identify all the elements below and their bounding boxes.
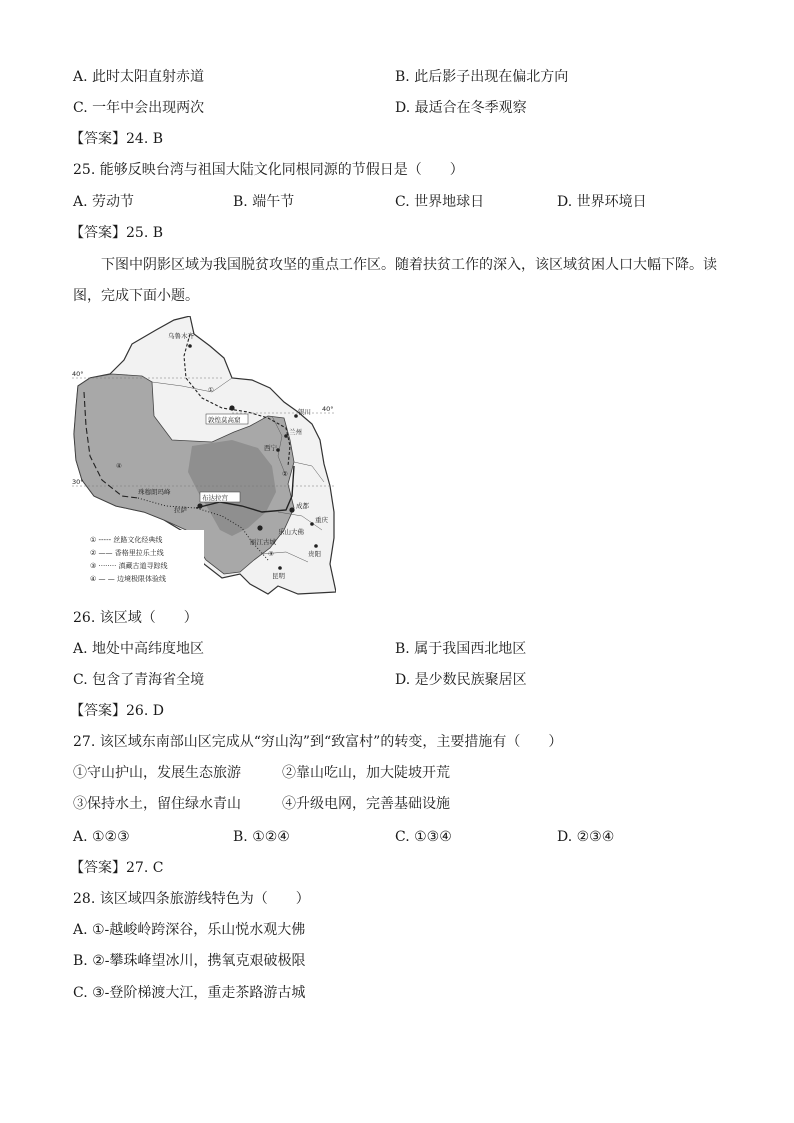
label-guiyang: 贵阳 — [308, 550, 321, 558]
q28-stem: 28. 该区域四条旅游线特色为（ ） — [73, 891, 310, 907]
passage-line-1: 下图中阴影区域为我国脱贫攻坚的重点工作区。随着扶贫工作的深入，该区域贫困人口大幅下降。读 — [101, 257, 717, 273]
q28-option-b: B. ②-攀珠峰望冰川，携氧克艰破极限 — [73, 953, 306, 969]
map-svg — [72, 316, 336, 596]
q27-option-a: A. ①②③ — [73, 829, 130, 845]
poverty-region-map — [72, 316, 336, 596]
label-lat-40-right: 40° — [322, 405, 334, 413]
q26-option-a: A. 地处中高纬度地区 — [73, 641, 205, 657]
city-dot-guiyang — [314, 544, 318, 548]
marker-4: ④ — [116, 462, 122, 470]
marker-2: ② — [282, 470, 288, 478]
q24-option-a: A. 此时太阳直射赤道 — [73, 69, 205, 85]
q27-option-b: B. ①②④ — [233, 829, 290, 845]
q26-option-b: B. 属于我国西北地区 — [395, 641, 527, 657]
city-dot-urumqi — [188, 344, 192, 348]
q27-option-d: D. ②③④ — [557, 829, 615, 845]
label-chongqing: 重庆 — [315, 516, 328, 524]
q24-answer: 【答案】24. B — [70, 131, 164, 147]
label-leshan: 乐山大佛 — [278, 528, 304, 536]
marker-1: ① — [208, 386, 214, 394]
q27-item-1: ①守山护山，发展生态旅游 — [73, 765, 241, 781]
city-dot-chengdu — [289, 507, 294, 512]
city-dot-lhasa — [197, 503, 202, 508]
label-lijiang: 丽江古城 — [250, 538, 276, 546]
passage-line-2: 图，完成下面小题。 — [73, 288, 199, 304]
label-lanzhou: 兰州 — [289, 428, 302, 436]
q24-option-c: C. 一年中会出现两次 — [73, 100, 205, 116]
label-potala: 布达拉宫 — [202, 494, 228, 502]
legend-item-1: ① ----- 丝路文化经典线 — [90, 536, 163, 544]
label-lat-40: 40° — [72, 370, 84, 378]
label-everest: 珠穆朗玛峰 — [138, 488, 171, 496]
legend-item-4: ④ — — 边境极限体验线 — [90, 575, 166, 583]
q25-stem: 25. 能够反映台湾与祖国大陆文化同根同源的节假日是（ ） — [73, 162, 464, 178]
city-dot-lanzhou — [284, 434, 288, 438]
label-lhasa: 拉萨 — [174, 506, 187, 514]
marker-3: ③ — [268, 550, 274, 558]
label-lat-30: 30° — [72, 478, 84, 486]
label-yinchuan: 银川 — [298, 408, 311, 416]
q26-stem: 26. 该区域（ ） — [73, 610, 198, 626]
q26-option-d: D. 是少数民族聚居区 — [395, 672, 527, 688]
q27-item-2: ②靠山吃山，加大陡坡开荒 — [282, 765, 450, 781]
q25-option-c: C. 世界地球日 — [395, 194, 485, 210]
legend-item-2: ② —— 香格里拉乐土线 — [90, 549, 164, 557]
legend-item-3: ③ ········ 滇藏古道寻踪线 — [90, 562, 168, 570]
q27-stem: 27. 该区域东南部山区完成从“穷山沟”到“致富村”的转变，主要措施有（ ） — [73, 734, 563, 750]
q25-answer: 【答案】25. B — [70, 225, 164, 241]
city-dot-dunhuang — [229, 405, 234, 410]
city-dot-kunming — [278, 566, 282, 570]
city-dot-lijiang — [257, 525, 262, 530]
q28-option-c: C. ③-登阶梯渡大江，重走茶路游古城 — [73, 985, 306, 1001]
label-chengdu: 成都 — [296, 502, 309, 510]
label-dunhuang: 敦煌莫高窟 — [208, 416, 241, 424]
q25-option-a: A. 劳动节 — [73, 194, 135, 210]
label-urumqi: 乌鲁木齐 — [168, 332, 194, 340]
q26-answer: 【答案】26. D — [70, 703, 164, 719]
label-xining: 西宁 — [264, 444, 277, 452]
q25-option-b: B. 端午节 — [233, 194, 295, 210]
q27-item-3: ③保持水土，留住绿水青山 — [73, 796, 241, 812]
q27-item-4: ④升级电网，完善基础设施 — [282, 796, 450, 812]
q26-option-c: C. 包含了青海省全境 — [73, 672, 205, 688]
q25-option-d: D. 世界环境日 — [557, 194, 647, 210]
city-dot-chongqing — [310, 522, 314, 526]
q24-option-d: D. 最适合在冬季观察 — [395, 100, 527, 116]
q24-option-b: B. 此后影子出现在偏北方向 — [395, 69, 569, 85]
q27-answer: 【答案】27. C — [70, 860, 164, 876]
q28-option-a: A. ①-越峻岭跨深谷，乐山悦水观大佛 — [73, 922, 306, 938]
q27-option-c: C. ①③④ — [395, 829, 452, 845]
label-kunming: 昆明 — [272, 572, 285, 580]
